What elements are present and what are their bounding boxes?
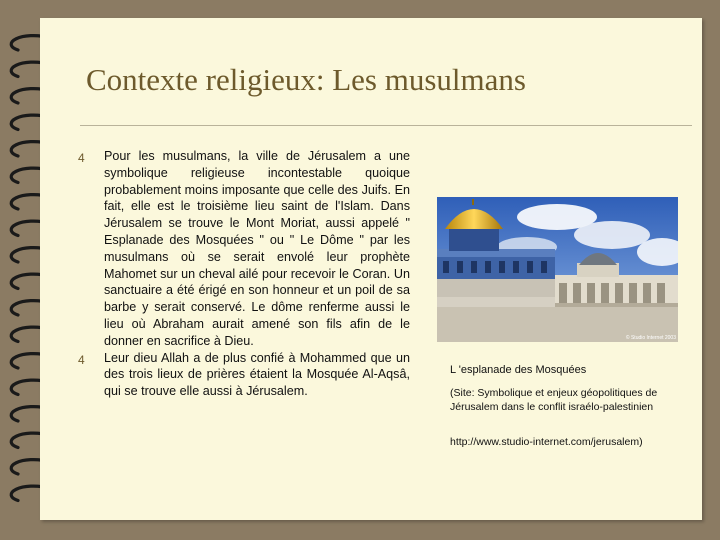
bullet-text: Leur dieu Allah a de plus confié à Mohammed que un des trois lieux de prières étaient la Mosquée Al-Aqsâ, qui se trouve elle aussi à Jérusalem. (104, 350, 410, 399)
photo-caption: L 'esplanade des Mosquées (450, 364, 587, 376)
bullet-item (78, 148, 410, 350)
source-url[interactable]: http://www.studio-internet.com/jerusalem) (450, 436, 643, 448)
slide-title: Contexte religieux: Les musulmans (86, 62, 526, 97)
bullet-icon: 4 (78, 352, 85, 367)
title-divider (80, 125, 692, 126)
photo-source: (Site: Symbolique et enjeux géopolitiques de Jérusalem dans le conflit israélo-palestinien (450, 387, 658, 413)
bullet-item (78, 350, 410, 400)
bullet-list (78, 148, 410, 400)
photo-credit: © Studio Internet 2003 (625, 335, 676, 341)
bullet-icon: 4 (78, 151, 85, 165)
dome-of-the-rock-photo (437, 197, 678, 342)
bullet-text: Pour les musulmans, la ville de Jérusalem a une symbolique religieuse incontestable quoique probablement moins imposante que celle des Juifs. En fait, elle est le troisième lieu saint de l'Islam. Dans Jérusalem se trouve le Mont Moriat, aussi appelé " Esplanade des Mosquées " ou " Le Dôme " par les musulmans où se serait envolé leur prophète Mahomet sur un cheval ailé pour recevoir le Coran. Un sanctuaire a été érigé en son honneur et un poil de sa barbe y serait conservé. Le dôme renferme aussi le lieu où Abraham aurait amené son fils afin de le donner en sacrifice à Dieu. (104, 149, 410, 348)
